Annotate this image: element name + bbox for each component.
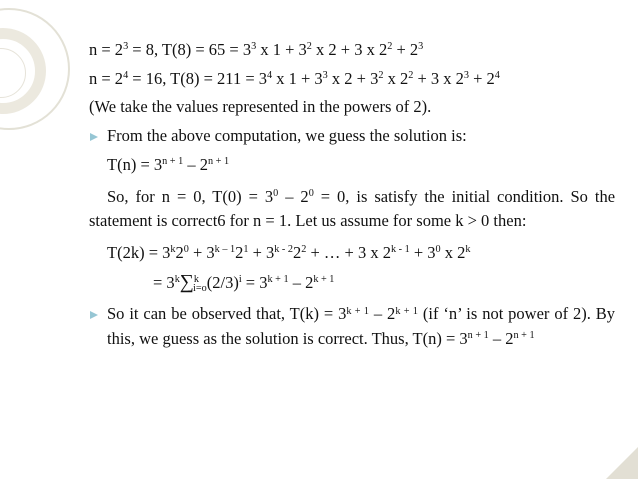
decorative-rings: [0, 0, 80, 140]
bullet-guess: From the above computation, we guess the solution is:: [89, 124, 615, 149]
triangle-bullet-icon: [90, 311, 98, 319]
initial-condition-paragraph: So, for n = 0, $T(0) = 3^0 - 2^0 = 0$, is satisfy the initial condition. So the statement is correct6 for n = 1. Let us assume for some k > 0 then:: [89, 186, 616, 231]
slide-content: [89, 38, 615, 352]
equation-t2k: $T(2k) = 3^k2^0 + 3^{k - 1}2^1 + 3^{k - 2}2^2$ + … + 3 x $2^{k - 1} + 3^0$ x 2$^k$: [107, 242, 471, 262]
equation-n8: $n = 2^3 = 8$, $T(8) = 65 = 3^3$ x $1 + 3^2$ x 2 + 3 x $2^2 + 2^3$: [89, 40, 424, 59]
triangle-bullet-icon: [90, 133, 98, 141]
equation-tn: $T(n) = 3^{n + 1} - 2^{n + 1}$: [107, 154, 230, 174]
note-powers-of-two: (We take the values represented in the powers of 2).: [89, 97, 432, 117]
bullet-conclusion: So it can be observed that, $T(k) = 3^{k + 1} - 2^{k + 1}$ (if ‘n’ is not power of 2). By this, we guess as the solution is correct. Thus, $T(n) = 3^{n + 1} - 2^{n + 1}$: [89, 302, 615, 351]
equation-n16: $n = 2^4 = 16$, $T(8) = 211 = 3^4$ x $1 + 3^3$ x $2 + 3^2$ x $2^2 + 3$ x $2^3 + 2^4$: [89, 68, 500, 88]
corner-decoration: [606, 447, 638, 479]
equation-sum: = $3^k\sum^k_{i=o}(2/3)^i = 3^{k + 1} - 2^{k + 1}$: [153, 270, 335, 294]
